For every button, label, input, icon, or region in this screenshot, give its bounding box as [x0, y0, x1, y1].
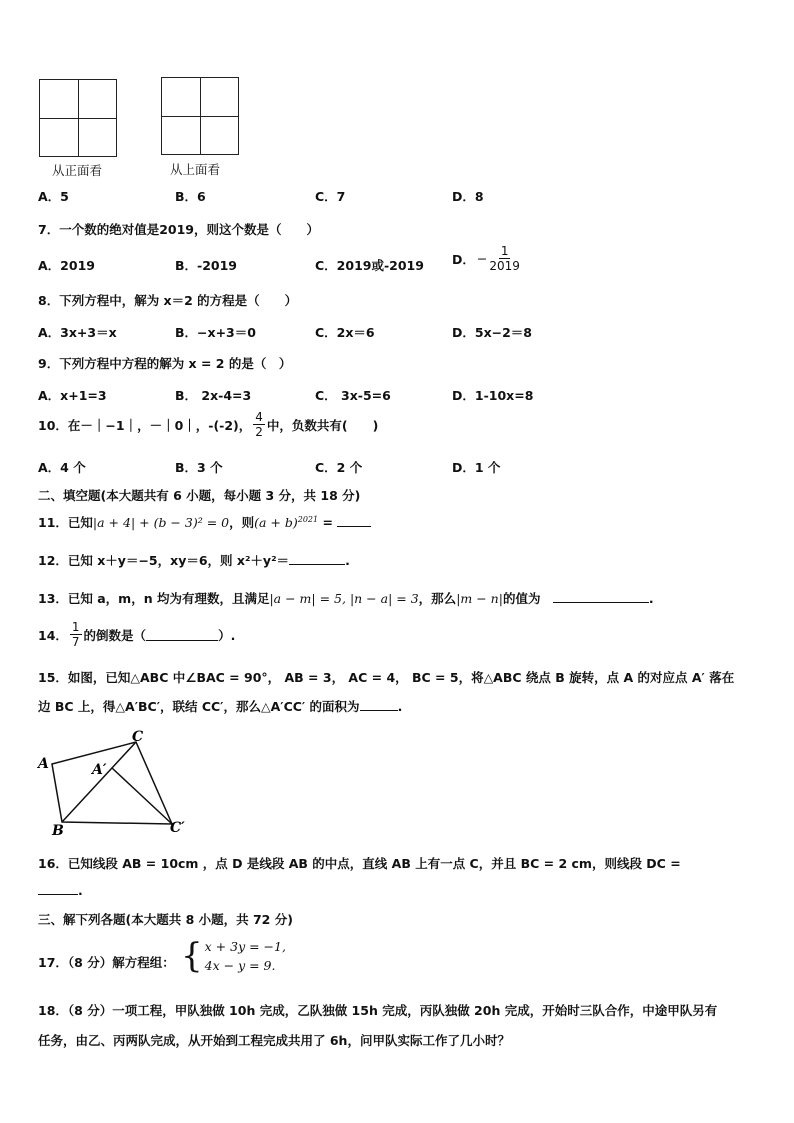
label-b: B: [52, 823, 64, 838]
top-view-grid: [161, 77, 239, 155]
q15-line-1: 15．如图，已知△ABC 中∠BAC = 90°， AB = 3， AC = 4， BC = 5，将△ABC 绕点 B 旋转，点 A 的对应点 A′ 落在: [38, 670, 735, 685]
rotation-figure: [34, 728, 194, 838]
q12: [38, 551, 350, 569]
q11-expression-2: (a + b): [254, 515, 298, 530]
segment-a1c1: [112, 768, 172, 824]
q6-option-a: A．5: [38, 189, 69, 204]
label-a: A: [38, 756, 49, 772]
q10-option-b: B．3 个: [175, 460, 223, 475]
section-2-heading: 二、填空题(本大题共有 6 小题，每小题 3 分，共 18 分): [38, 488, 361, 503]
section-3-heading: 三、解下列各题(本大题共 8 小题，共 72 分): [38, 912, 293, 927]
q11-text-c: =: [318, 515, 338, 530]
q16-answer-blank[interactable]: [38, 882, 78, 895]
q14-fraction: [70, 620, 82, 649]
q7-option-b: B．-2019: [175, 258, 238, 273]
q7-option-c: C．2019或-2019: [315, 258, 424, 273]
q10-frac-denominator: 2: [255, 425, 263, 439]
q13-answer-blank[interactable]: [553, 590, 649, 603]
q10-stem-start: 10．在－｜−1｜，－｜0｜，-(-2)，: [38, 417, 252, 433]
q6-option-b: B．6: [175, 189, 206, 204]
q18-line-2: 任务，由乙、丙两队完成，从开始到工程完成共用了 6h，问甲队实际工作了几小时？: [38, 1033, 510, 1048]
q17-brace: {: [181, 936, 203, 976]
q13-expression-2: |m − n|: [456, 591, 503, 606]
q13-text-a: 13．已知 a，m，n 均为有理数，且满足: [38, 591, 270, 606]
q17-equation-1: x + 3y = −1,: [204, 939, 286, 954]
q18-line-1: 18．（8 分）一项工程，甲队独做 10h 完成，乙队独做 15h 完成，丙队独做 20h 完成，开始时三队合作，中途甲队另有: [38, 1003, 718, 1018]
q9-option-b: B． 2x-4=3: [175, 388, 252, 403]
q8-option-c: C．2x＝6: [315, 325, 375, 340]
q8-option-b: B．−x+3＝0: [175, 325, 256, 340]
q10-frac-numerator: 4: [255, 410, 263, 424]
q7-option-d-label: D．: [452, 251, 475, 267]
q7-stem: 7．一个数的绝对值是2019，则这个数是（ ）: [38, 222, 319, 237]
q15-end: .: [397, 699, 403, 714]
q13-text-b: ，那么: [418, 591, 457, 606]
q9-stem: 9．下列方程中方程的解为 x = 2 的是（ ）: [38, 356, 292, 371]
q7-option-d-fraction: [489, 244, 520, 273]
q14-label: 14．: [38, 627, 68, 643]
q14-frac-numerator: 1: [71, 620, 80, 634]
q10-option-c: C．2 个: [315, 460, 363, 475]
q11-answer-blank[interactable]: [337, 514, 371, 527]
q11: [38, 513, 371, 531]
q14-text: 的倒数是（: [83, 627, 147, 643]
q15-line-2: [38, 697, 402, 715]
q11-text-b: ，则: [229, 515, 255, 530]
q15-line-2-text: 边 BC 上，得△A′BC′，联结 CC′，那么△A′CC′ 的面积为: [38, 699, 360, 714]
q10-option-a: A．4 个: [38, 460, 86, 475]
q10-option-d: D．1 个: [452, 460, 501, 475]
q12-answer-blank[interactable]: [289, 552, 345, 565]
q14: [38, 620, 235, 649]
q9-option-d: D．1-10x=8: [452, 388, 534, 403]
q14-frac-denominator: 7: [71, 635, 80, 649]
q16-end: .: [78, 883, 83, 898]
q11-text-a: 11．已知: [38, 515, 93, 530]
q14-answer-blank[interactable]: [146, 628, 218, 641]
q7-d-numerator: 1: [500, 244, 509, 258]
q17-system: [181, 937, 286, 975]
q13-expression: |a − m| = 5, |n − a| = 3: [269, 591, 419, 606]
front-view-grid: [39, 79, 117, 157]
q17-equation-2: 4x − y = 9.: [204, 958, 276, 973]
q13: [38, 589, 654, 607]
segment-bc: [62, 742, 136, 822]
q6-option-d: D．8: [452, 189, 484, 204]
q10-stem-end: 中，负数共有( ): [266, 417, 379, 433]
front-view-caption: 从正面看: [52, 163, 103, 178]
q8-stem: 8．下列方程中，解为 x＝2 的方程是（ ）: [38, 293, 298, 308]
q7-option-d-sign: −: [476, 251, 488, 266]
q16-line-1: 16．已知线段 AB = 10cm ，点 D 是线段 AB 的中点，直线 AB 上有一点 C，并且 BC = 2 cm，则线段 DC =: [38, 856, 681, 871]
q7-d-denominator: 2019: [489, 259, 520, 273]
q12-text: 12．已知 x＋y＝−5，xy＝6，则 x²＋y²＝: [38, 553, 290, 568]
q8-option-a: A．3x+3＝x: [38, 325, 117, 340]
q7-option-d: [452, 244, 520, 273]
q9-option-c: C． 3x-5=6: [315, 388, 391, 403]
q12-end: .: [345, 553, 350, 568]
q7-option-a: A．2019: [38, 258, 95, 273]
quadrilateral-outline: [52, 742, 172, 824]
q15-answer-blank[interactable]: [360, 698, 398, 711]
label-c: C: [132, 729, 144, 745]
q16-line-2: [38, 882, 83, 898]
label-c-prime: C′: [170, 820, 185, 836]
top-view-caption: 从上面看: [170, 162, 221, 177]
q13-end: .: [648, 591, 654, 606]
q9-option-a: A．x+1=3: [38, 388, 107, 403]
q10-stem: [38, 410, 378, 439]
q14-end: ）.: [218, 627, 236, 643]
q10-fraction: [253, 410, 265, 439]
q11-exponent: 2021: [297, 514, 319, 524]
q8-option-d: D．5x−2＝8: [452, 325, 533, 340]
q6-option-c: C．7: [315, 189, 346, 204]
label-a-prime: A′: [92, 762, 107, 778]
q11-expression: |a + 4| + (b − 3)² = 0: [92, 515, 230, 530]
q17-text: 17．（8 分）解方程组：: [38, 955, 175, 970]
q13-text-c: 的值为: [502, 591, 541, 606]
